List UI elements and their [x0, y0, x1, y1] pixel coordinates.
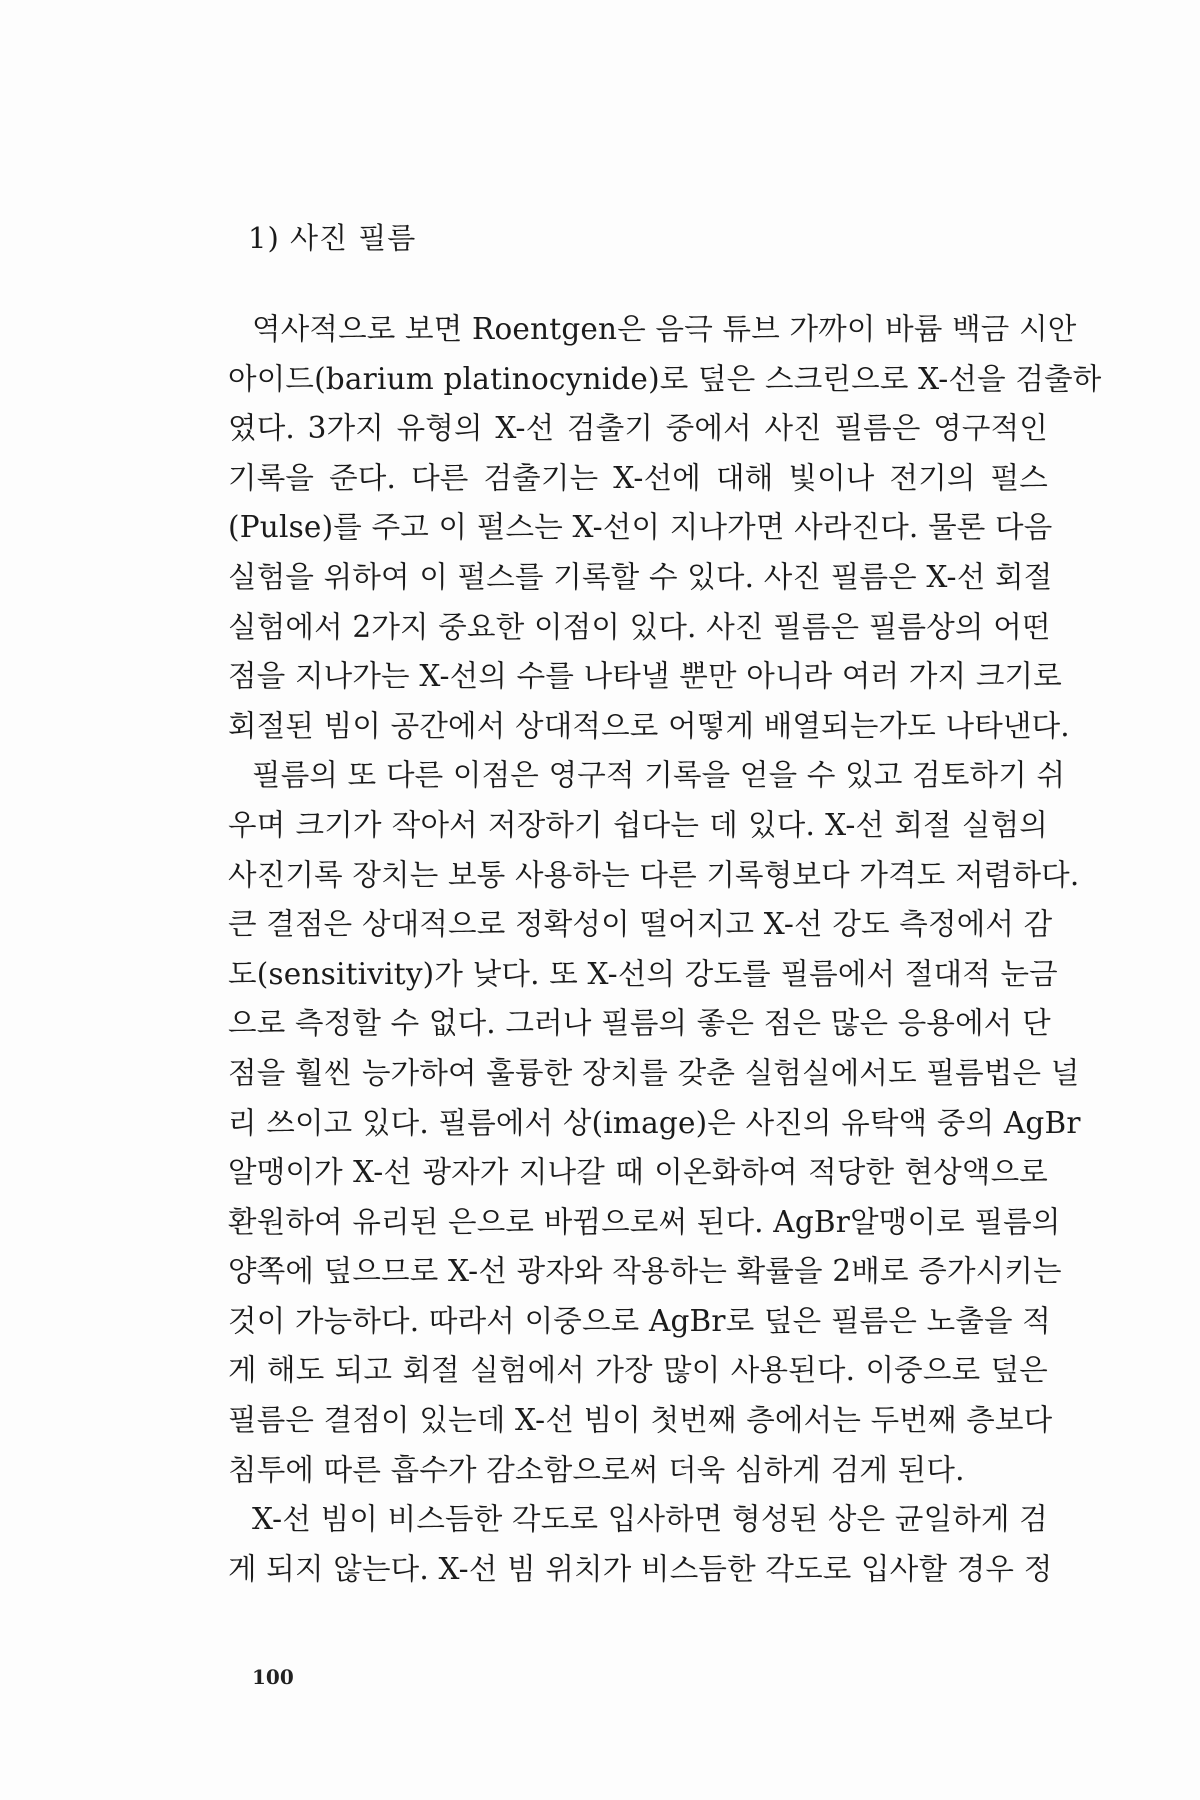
section-heading: 1) 사진 필름	[248, 221, 417, 255]
paragraph-1-line-4: 기록을 준다. 다른 검출기는 X-선에 대해 빛이나 전기의 펄스	[228, 460, 1048, 495]
paragraph-2-line-6: 으로 측정할 수 없다. 그러나 필름의 좋은 점은 많은 응용에서 단	[228, 1006, 1051, 1041]
paragraph-2-line-8: 리 쓰이고 있다. 필름에서 상(image)은 사진의 유탁액 중의 AgBr	[228, 1105, 1081, 1140]
paragraph-2-line-7: 점을 훨씬 능가하여 훌륭한 장치를 갖춘 실험실에서도 필름법은 널	[228, 1055, 1080, 1090]
paragraph-1-line-5: (Pulse)를 주고 이 펄스는 X-선이 지나가면 사라진다. 물론 다음	[228, 510, 1053, 545]
paragraph-1-line-6: 실험을 위하여 이 펄스를 기록할 수 있다. 사진 필름은 X-선 회절	[228, 559, 1053, 594]
paragraph-1-line-8: 점을 지나가는 X-선의 수를 나타낼 뿐만 아니라 여러 가지 크기로	[228, 659, 1062, 694]
paragraph-2-line-9: 알맹이가 X-선 광자가 지나갈 때 이온화하여 적당한 현상액으로	[228, 1155, 1048, 1190]
paragraph-2-line-4: 큰 결점은 상대적으로 정확성이 떨어지고 X-선 강도 측정에서 감	[228, 907, 1053, 942]
paragraph-2-line-1: 필름의 또 다른 이점은 영구적 기록을 얻을 수 있고 검토하기 쉬	[252, 758, 1066, 793]
paragraph-2-line-14: 필름은 결점이 있는데 X-선 빔이 첫번째 층에서는 두번째 층보다	[228, 1403, 1053, 1438]
paragraph-2-line-5: 도(sensitivity)가 낮다. 또 X-선의 강도를 필름에서 절대적 눈금	[228, 956, 1058, 991]
paragraph-1-line-2: 아이드(barium platinocynide)로 덮은 스크린으로 X-선을 검출하	[228, 361, 1102, 396]
body-text	[228, 305, 1102, 1594]
page-number: 100	[252, 1665, 294, 1689]
paragraph-3-line-1: X-선 빔이 비스듬한 각도로 입사하면 형성된 상은 균일하게 검	[252, 1502, 1048, 1537]
paragraph-2-line-13: 게 해도 되고 회절 실험에서 가장 많이 사용된다. 이중으로 덮은	[228, 1353, 1048, 1388]
paragraph-1-line-7: 실험에서 2가지 중요한 이점이 있다. 사진 필름은 필름상의 어떤	[228, 609, 1051, 644]
paragraph-3-line-2: 게 되지 않는다. X-선 빔 위치가 비스듬한 각도로 입사할 경우 정	[228, 1551, 1053, 1586]
paragraph-1-line-9: 회절된 빔이 공간에서 상대적으로 어떻게 배열되는가도 나타낸다.	[228, 708, 1070, 743]
paragraph-2-line-11: 양쪽에 덮으므로 X-선 광자와 작용하는 확률을 2배로 증가시키는	[228, 1254, 1062, 1289]
paragraph-2-line-15: 침투에 따른 흡수가 감소함으로써 더욱 심하게 검게 된다.	[228, 1452, 965, 1487]
paragraph-1-line-3: 였다. 3가지 유형의 X-선 검출기 중에서 사진 필름은 영구적인	[228, 411, 1048, 446]
paragraph-2-line-12: 것이 가능하다. 따라서 이중으로 AgBr로 덮은 필름은 노출을 적	[228, 1303, 1051, 1338]
paragraph-1-line-1: 역사적으로 보면 Roentgen은 음극 튜브 가까이 바륨 백금 시안	[252, 312, 1077, 346]
paragraph-2-line-2: 우며 크기가 작아서 저장하기 쉽다는 데 있다. X-선 회절 실험의	[228, 807, 1048, 842]
paragraph-2-line-10: 환원하여 유리된 은으로 바뀜으로써 된다. AgBr알맹이로 필름의	[228, 1204, 1061, 1239]
paragraph-2-line-3: 사진기록 장치는 보통 사용하는 다른 기록형보다 가격도 저렴하다.	[228, 857, 1080, 892]
